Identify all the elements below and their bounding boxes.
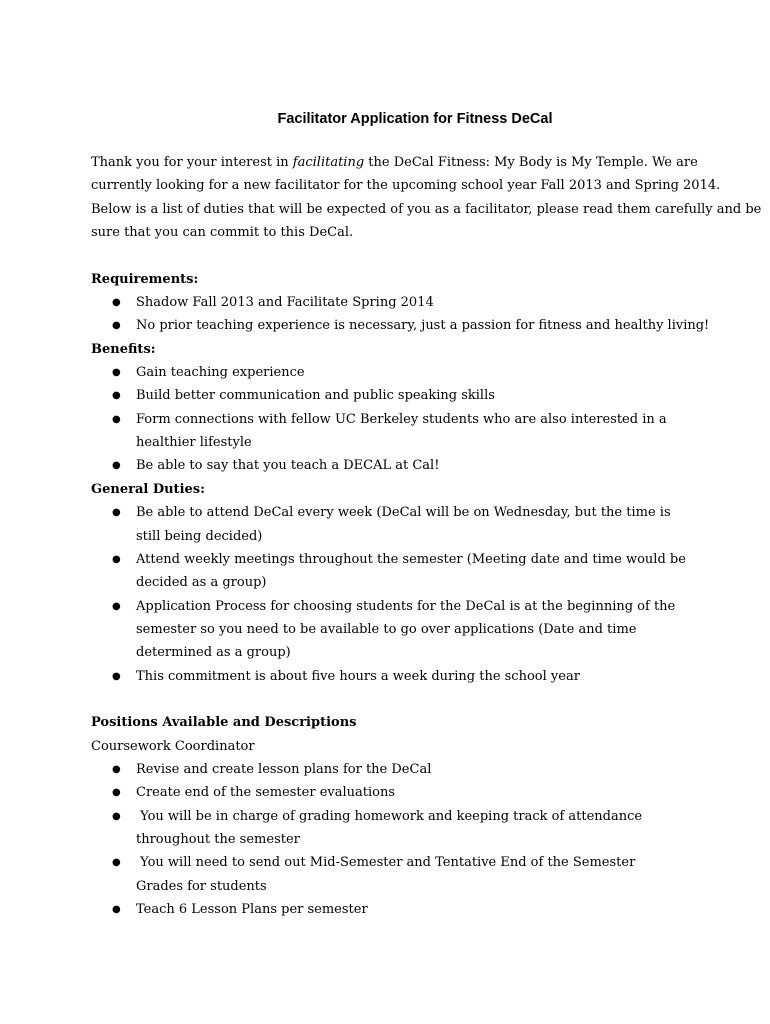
bullet-icon: ●: [112, 787, 121, 799]
list-item: ● Build better communication and public speaking skills: [91, 384, 731, 407]
bullet-icon: ●: [112, 297, 121, 309]
intro-line4: sure that you can commit to this DeCal.: [91, 225, 354, 241]
intro-before-em: Thank you for your interest in: [91, 155, 293, 170]
bullet-icon: ●: [112, 413, 121, 425]
bullet-icon: ●: [112, 553, 121, 565]
list-item: ● Be able to attend DeCal every week (DeCal will be on Wednesday, but the time is still being decided): [91, 501, 696, 548]
intro-emphasis: facilitating: [292, 155, 365, 170]
list-item: ● Create end of the semester evaluations: [91, 781, 731, 804]
general-duties-heading: General Duties:: [91, 481, 205, 497]
bullet-icon: ●: [112, 810, 121, 822]
list-item: ● No prior teaching experience is necessary, just a passion for fitness and healthy living!: [91, 314, 731, 337]
intro-line3: Below is a list of duties that will be expected of you as a facilitator, please read them carefully and be: [91, 201, 762, 217]
list-item: ● This commitment is about five hours a week during the school year: [91, 665, 731, 688]
bullet-icon: ●: [112, 460, 121, 472]
list-item: ● You will be in charge of grading homework and keeping track of attendance throughout the semester: [91, 805, 701, 852]
positions-heading: Positions Available and Descriptions: [91, 715, 357, 731]
list-item: ● Application Process for choosing students for the DeCal is at the beginning of the semester so you need to be available to go over applications (Date and time determined as a group): [91, 595, 711, 665]
intro-paragraph: [91, 151, 762, 244]
bullet-icon: ●: [112, 763, 121, 775]
spacer: [91, 688, 731, 711]
document-title: Facilitator Application for Fitness DeCal: [277, 111, 553, 127]
bullet-icon: ●: [112, 320, 121, 332]
list-item: ● Teach 6 Lesson Plans per semester: [91, 898, 731, 921]
list-item: ● Shadow Fall 2013 and Facilitate Spring 2014: [91, 291, 731, 314]
bullet-icon: ●: [112, 507, 121, 519]
list-item: ● Attend weekly meetings throughout the semester (Meeting date and time would be decided as a group): [91, 548, 706, 595]
coursework-coordinator-label: Coursework Coordinator: [91, 738, 255, 754]
requirements-list: [91, 291, 731, 338]
bullet-icon: ●: [112, 367, 121, 379]
bullet-icon: ●: [112, 390, 121, 402]
general-duties-list: [91, 501, 731, 688]
list-item: ● Form connections with fellow UC Berkeley students who are also interested in a healthier lifestyle: [91, 408, 696, 455]
spacer: [91, 244, 731, 267]
coursework-coordinator-list: [91, 758, 731, 921]
benefits-list: [91, 361, 731, 478]
bullet-icon: ●: [112, 670, 121, 682]
bullet-icon: ●: [112, 600, 121, 612]
list-item: ● Revise and create lesson plans for the DeCal: [91, 758, 731, 781]
bullet-icon: ●: [112, 857, 121, 869]
intro-line2: currently looking for a new facilitator for the upcoming school year Fall 2013 and Spring 2014.: [91, 178, 721, 194]
bullet-icon: ●: [112, 904, 121, 915]
intro-line1-rest: the DeCal Fitness: My Body is My Temple. We are: [364, 155, 698, 170]
list-item: ● Be able to say that you teach a DECAL at Cal!: [91, 454, 731, 477]
requirements-heading: Requirements:: [91, 271, 199, 287]
list-item: ● You will need to send out Mid-Semester and Tentative End of the Semester Grades for students: [91, 851, 666, 898]
document-body: [91, 151, 762, 921]
list-item: ● Gain teaching experience: [91, 361, 731, 384]
benefits-heading: Benefits:: [91, 341, 156, 357]
